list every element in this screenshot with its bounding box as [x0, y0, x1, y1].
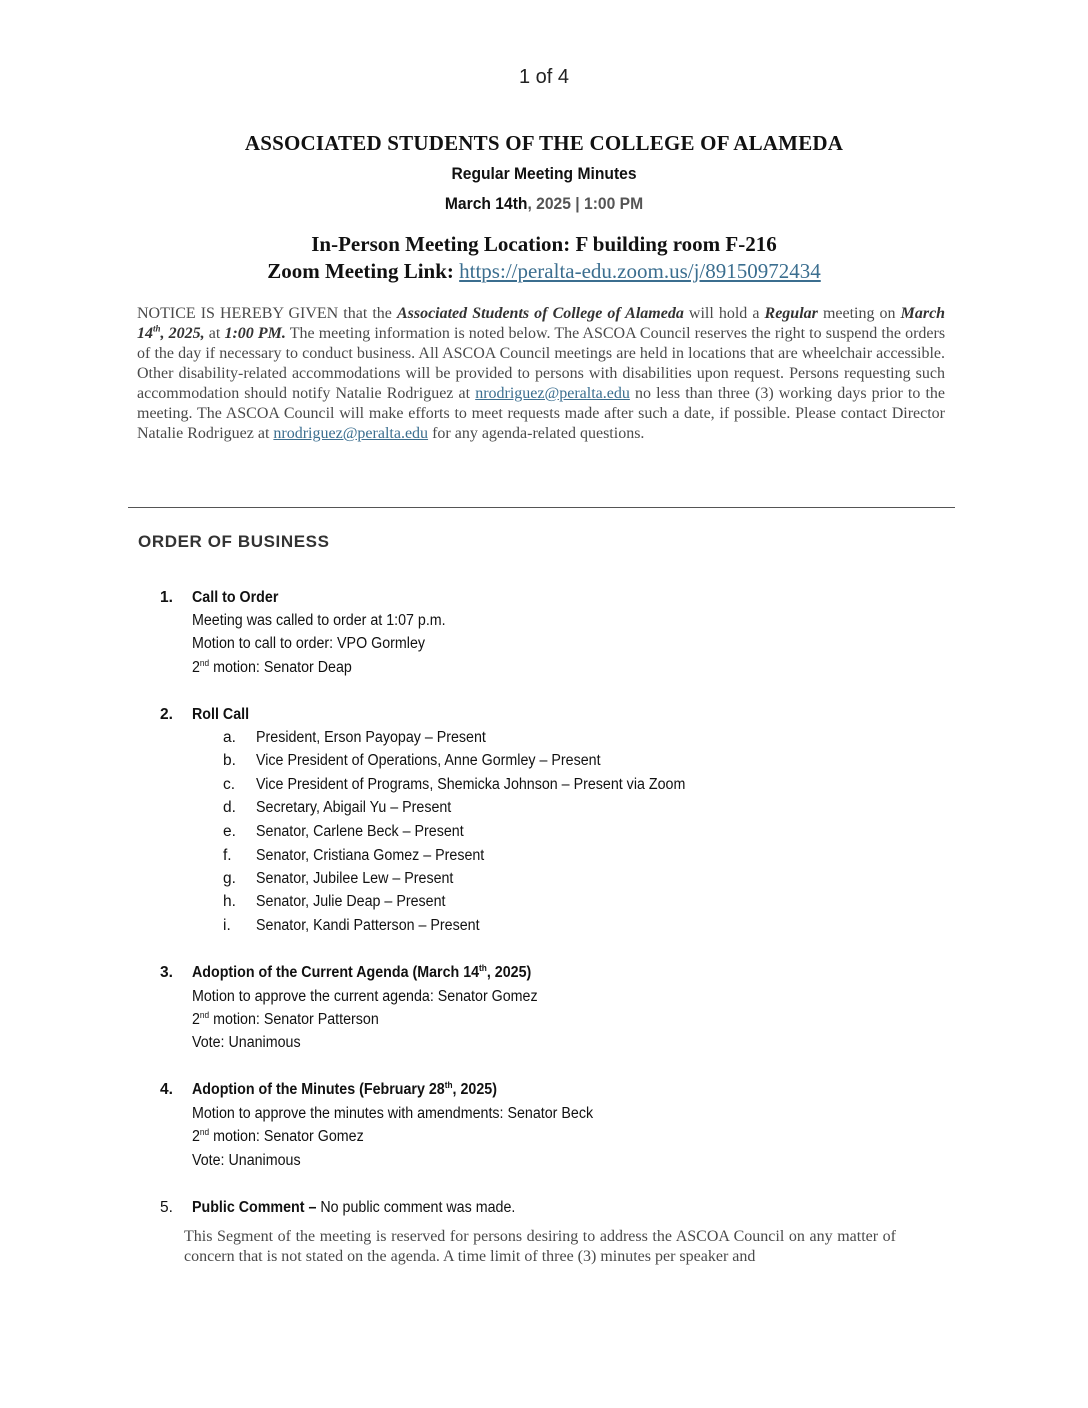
roll-entry	[256, 799, 468, 817]
item-title-text: Public Comment –	[192, 1199, 317, 1216]
document-subtitle: Regular Meeting Minutes	[451, 164, 637, 183]
item-title-text: Call to Order	[192, 589, 279, 606]
roll-entry-text: Secretary, Abigail Yu – Present	[256, 799, 452, 816]
roll-letter: a.	[223, 729, 236, 746]
roll-letter: d.	[223, 799, 236, 816]
roll-entry	[256, 729, 506, 747]
item-number: 4.	[160, 1081, 173, 1098]
ordinal-suffix: th	[479, 962, 487, 973]
roll-letter: g.	[223, 870, 236, 887]
org-title: ASSOCIATED STUDENTS OF THE COLLEGE OF ALAMEDA	[244, 131, 844, 155]
item-line-text: Meeting was called to order at 1:07 p.m.	[192, 612, 446, 629]
notice-org-name: Associated Students of College of Alameda	[396, 305, 684, 322]
roll-entry-text: Senator, Kandi Patterson – Present	[256, 917, 480, 934]
item-line-text: Vote: Unanimous	[192, 1034, 301, 1051]
ordinal-number: 2	[192, 659, 200, 676]
zoom-label: Zoom Meeting Link:	[267, 259, 454, 283]
notice-date: March 14	[137, 305, 946, 342]
notice-text: no less than three (3) working days prior to the meeting. The ASCOA Council will make efforts to meet requests made after such a date, if possible. Please contact Director Natalie Rodriguez at	[137, 385, 946, 442]
item-title	[192, 964, 561, 982]
notice-meeting-type: Regular	[764, 305, 818, 322]
item-line-text: motion: Senator Patterson	[209, 1011, 379, 1028]
item-line	[192, 1152, 310, 1170]
item-number: 5.	[160, 1199, 173, 1216]
item-line-text: motion: Senator Gomez	[209, 1128, 364, 1145]
ordinal-suffix: nd	[199, 1126, 210, 1137]
item-line	[192, 635, 445, 653]
item-title-text: Adoption of the Current Agenda (March 14	[192, 964, 480, 981]
roll-entry	[256, 752, 631, 770]
item-line	[192, 659, 366, 677]
ordinal-suffix: nd	[199, 657, 210, 668]
roll-entry	[256, 776, 723, 794]
roll-letter: i.	[223, 917, 231, 934]
ordinal-number: 2	[192, 1011, 200, 1028]
meeting-location: In-Person Meeting Location: F building room F-216	[311, 232, 777, 256]
roll-letter: f.	[223, 847, 232, 864]
public-comment-description: This Segment of the meeting is reserved for persons desiring to address the ASCOA Council on any matter of concern that is not stated on the agenda. A time limit of three (3) minutes per speaker and	[184, 1228, 896, 1265]
item-title-text: Roll Call	[192, 706, 250, 723]
notice-time: 1:00 PM.	[224, 325, 286, 342]
roll-entry-text: Senator, Carlene Beck – Present	[256, 823, 464, 840]
notice-text: will hold a	[688, 305, 760, 322]
notice-text: at	[208, 325, 221, 342]
ordinal-number: 2	[192, 1128, 200, 1145]
page-number: 1 of 4	[518, 66, 570, 88]
item-line-text: No public comment was made.	[316, 1199, 516, 1216]
roll-entry-text: Vice President of Programs, Shemicka Johnson – Present via Zoom	[256, 776, 686, 793]
item-line-text: Motion to call to order: VPO Gormley	[192, 635, 426, 652]
roll-letter: e.	[223, 823, 236, 840]
contact-email-link[interactable]: nrodriguez@peralta.edu	[475, 385, 630, 402]
roll-entry	[256, 823, 482, 841]
item-line-text: Motion to approve the current agenda: Senator Gomez	[192, 988, 538, 1005]
item-number: 2.	[160, 706, 173, 723]
roll-entry-text: President, Erson Payopay – Present	[256, 729, 486, 746]
roll-entry-text: Vice President of Operations, Anne Gormley – Present	[256, 752, 601, 769]
item-number: 3.	[160, 964, 173, 981]
item-title-text: Adoption of the Minutes (February 28	[192, 1081, 445, 1098]
roll-entry-text: Senator, Cristiana Gomez – Present	[256, 847, 485, 864]
item-line	[192, 1011, 395, 1029]
notice-text: The meeting information is noted below. The ASCOA Council reserves the right to suspend the orders of the day if necessary to conduct business. All ASCOA Council meetings are held in locations that are wheelchair accessible. Other disability-related accommodations will be provided to persons with disabilities upon request. Persons requesting such accommodation should notify Natalie Rodriguez at	[137, 325, 946, 402]
item-line	[192, 612, 468, 630]
roll-entry-text: Senator, Jubilee Lew – Present	[256, 870, 454, 887]
item-line	[192, 1034, 310, 1052]
zoom-link[interactable]: https://peralta-edu.zoom.us/j/89150972434	[459, 259, 821, 283]
meeting-date	[44, 194, 1045, 214]
roll-entry-text: Senator, Julie Deap – Present	[256, 893, 446, 910]
item-title-text: , 2025)	[452, 1081, 497, 1098]
notice-text: NOTICE IS HEREBY GIVEN that the	[137, 305, 392, 322]
notice-date-year: , 2025,	[160, 325, 205, 342]
meeting-date-bold: March 14th	[444, 194, 528, 213]
notice-date-suffix: th	[153, 323, 161, 334]
notice-text: meeting on	[822, 305, 896, 322]
ordinal-suffix: th	[444, 1079, 453, 1090]
order-of-business-heading: ORDER OF BUSINESS	[138, 532, 330, 551]
item-title	[192, 1081, 523, 1099]
item-title	[192, 706, 254, 724]
contact-email-link[interactable]: nrodriguez@peralta.edu	[273, 425, 429, 442]
meeting-date-rest: , 2025 | 1:00 PM	[527, 194, 644, 213]
item-number: 1.	[160, 589, 173, 606]
roll-letter: b.	[223, 752, 236, 769]
roll-letter: h.	[223, 893, 236, 910]
item-line-text: motion: Senator Deap	[209, 659, 352, 676]
item-line	[192, 1128, 379, 1146]
item-line-text: Motion to approve the minutes with amendments: Senator Beck	[192, 1105, 594, 1122]
item-line	[192, 1105, 628, 1123]
roll-letter: c.	[223, 776, 236, 793]
roll-entry	[256, 847, 504, 865]
roll-entry	[256, 870, 471, 888]
item-title-text: , 2025)	[486, 964, 532, 981]
notice-paragraph	[137, 304, 945, 444]
item-title	[192, 1199, 543, 1217]
item-title	[192, 589, 286, 607]
divider-line	[128, 507, 955, 508]
ordinal-suffix: nd	[199, 1009, 210, 1020]
roll-entry	[256, 917, 499, 935]
item-line-text: Vote: Unanimous	[192, 1152, 301, 1169]
roll-entry	[256, 893, 462, 911]
notice-text: for any agenda-related questions.	[432, 425, 645, 442]
item-line	[192, 988, 568, 1006]
zoom-line	[0, 259, 1088, 284]
